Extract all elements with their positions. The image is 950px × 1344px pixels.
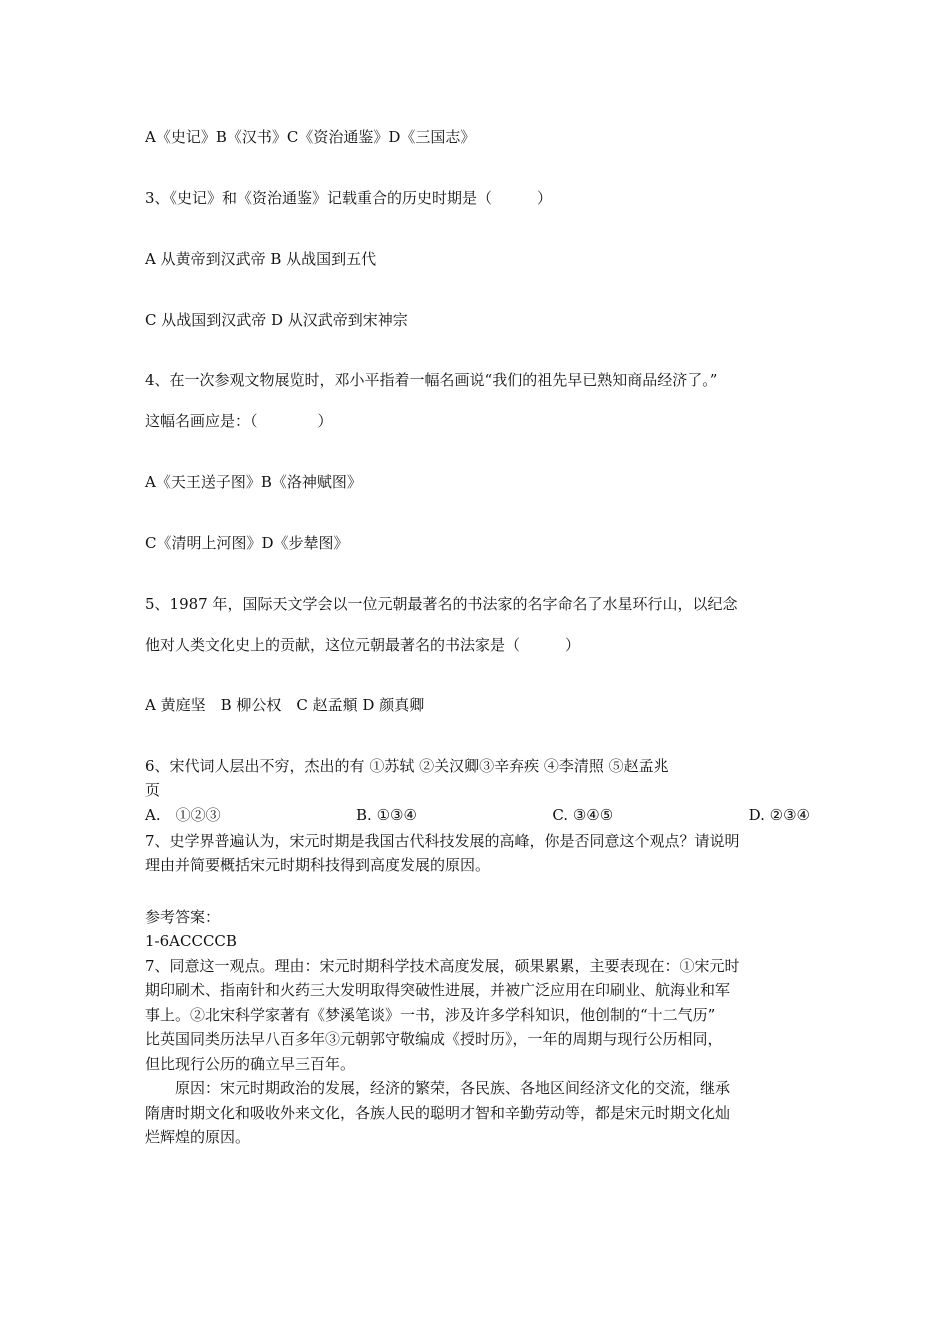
- reason-line-3: 烂辉煌的原因。: [145, 1128, 251, 1146]
- q4-stem-1: 4、在一次参观文物展览时，邓小平指着一幅名画说“我们的祖先早已熟知商品经济了。”: [145, 371, 718, 389]
- answers-heading: 参考答案：: [145, 908, 221, 926]
- q4-options-1: A《天王送子图》B《洛神赋图》: [145, 473, 362, 491]
- answer-7-line-1: 7、同意这一观点。理由：宋元时期科学技术高度发展，硕果累累，主要表现在：①宋元时: [145, 957, 740, 975]
- answer-7-line-5: 但比现行公历的确立早三百年。: [145, 1055, 356, 1073]
- answer-7-line-2: 期印刷术、指南针和火药三大发明取得突破性进展，并被广泛应用在印刷业、航海业和军: [145, 981, 731, 999]
- q5-stem-1: 5、1987 年，国际天文学会以一位元朝最著名的书法家的名字命名了水星环行山，以纪念: [145, 595, 738, 613]
- q6-option-a: A. ①②③: [145, 806, 221, 824]
- answers-mc: 1-6ACCCCB: [145, 932, 237, 950]
- q4-options-2: C《清明上河图》D《步辇图》: [145, 534, 349, 552]
- q3-stem: 3、《史记》和《资治通鉴》记载重合的历史时期是（ ）: [145, 189, 553, 207]
- q6-options: [145, 805, 810, 825]
- q6-option-b: B. ①③④: [356, 806, 417, 824]
- q6-stem-1: 6、宋代词人层出不穷，杰出的有 ①苏轼 ②关汉卿③辛弃疾 ④李清照 ⑤赵孟兆: [145, 757, 669, 775]
- reason-line-2: 隋唐时期文化和吸收外来文化，各族人民的聪明才智和辛勤劳动等，都是宋元时期文化灿: [145, 1104, 731, 1122]
- q6-stem-2: 页: [145, 781, 161, 799]
- q3-options-1: A 从黄帝到汉武帝 B 从战国到五代: [145, 250, 377, 268]
- q2-options: A《史记》B《汉书》C《资治通鉴》D《三国志》: [145, 128, 476, 146]
- q7-stem-1: 7、史学界普遍认为，宋元时期是我国古代科技发展的高峰，你是否同意这个观点？请说明: [145, 832, 740, 850]
- q6-option-c: C. ③④⑤: [552, 806, 614, 824]
- q4-stem-2: 这幅名画应是：（ ）: [145, 412, 333, 430]
- answer-7-line-3: 事上。②北宋科学家著有《梦溪笔谈》一书，涉及许多学科知识，他创制的“十二气历”: [145, 1006, 716, 1024]
- q5-stem-2: 他对人类文化史上的贡献，这位元朝最著名的书法家是（ ）: [145, 636, 581, 654]
- answer-7-line-4: 比英国同类历法早八百多年③元朝郭守敬编成《授时历》，一年的周期与现行公历相同，: [145, 1030, 723, 1048]
- q3-options-2: C 从战国到汉武帝 D 从汉武帝到宋神宗: [145, 311, 408, 329]
- reason-line-1: 原因：宋元时期政治的发展，经济的繁荣，各民族、各地区间经济文化的交流，继承: [175, 1079, 731, 1097]
- q6-option-d: D. ②③④: [748, 806, 810, 824]
- q5-options: A 黄庭坚 B 柳公权 C 赵孟頫 D 颜真卿: [145, 696, 425, 714]
- q7-stem-2: 理由并简要概括宋元时期科技得到高度发展的原因。: [145, 856, 491, 874]
